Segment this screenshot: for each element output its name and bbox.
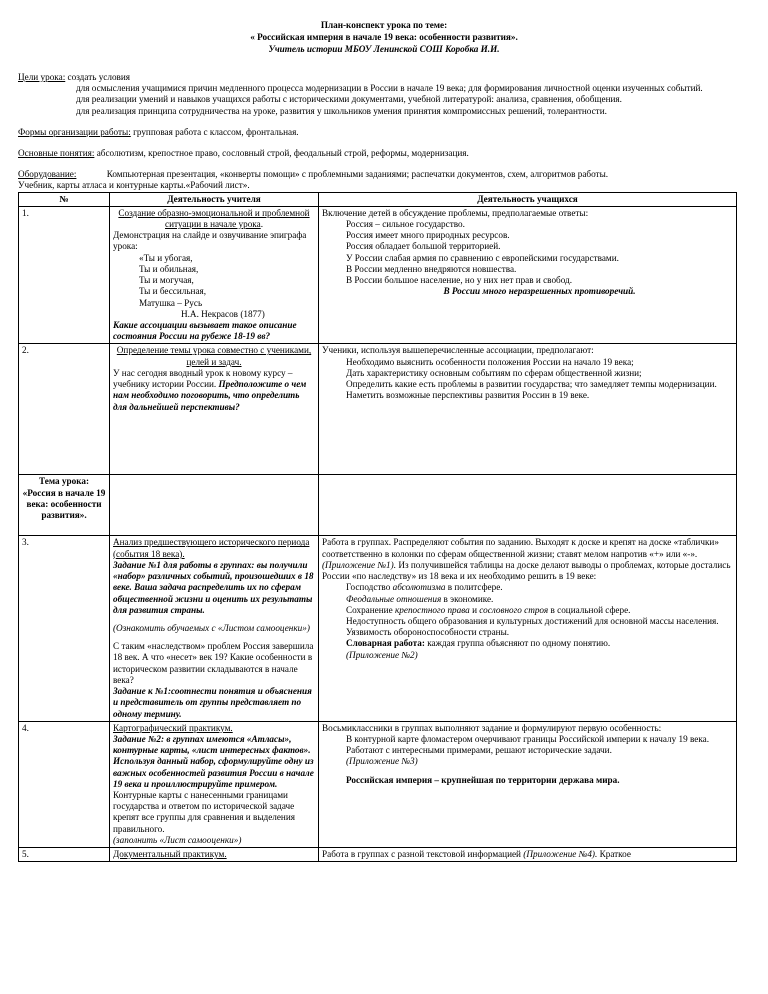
document-header xyxy=(18,20,750,56)
equipment-label: Оборудование: xyxy=(18,169,77,180)
answer-conclusion: В России много неразрешенных противоречий. xyxy=(443,286,636,297)
teacher-text: Контурные карты с нанесенными границами государства и ответом по исторической задаче крепят все группы для сравнения и выделения правильного. xyxy=(113,790,295,834)
forms-label: Формы организации работы: xyxy=(18,126,131,137)
teacher-text: Демонстрация на слайде и озвучивание эпиграфа урока: xyxy=(113,230,307,252)
row-number: 3. xyxy=(19,536,110,721)
table-row xyxy=(19,206,737,344)
concepts-text: абсолютизм, крепостное право, сословный строй, феодальный строй, реформы, модернизация. xyxy=(94,147,469,158)
answer-item: Необходимо выяснить особенности положения России на начало 19 века; xyxy=(346,356,634,367)
row-number: 5. xyxy=(19,848,110,862)
students-cell: Восьмиклассники в группах выполняют задание и формулируют первую особенность: В контурной карте фломастером очерчивают границы Российской империи к началу 19 века. Работают с интересными примерами, решают исторические задачи. (Приложение №3) Российская империя – крупнейшая по территории держава мира. xyxy=(319,721,737,847)
goal-item: для реализации умений и навыков учащихся работы с историческими документами, учебной литературой: анализа, сравнения, обобщения. xyxy=(76,94,622,105)
teacher-note: (Ознакомить обучаемых с «Листом самооценки») xyxy=(113,622,310,633)
answer-item: Определить какие есть проблемы в развитии государства; что замедляет темпы модернизации. xyxy=(346,379,717,390)
answer-conclusion: Российская империя – крупнейшая по территории держава мира. xyxy=(346,774,620,785)
appendix-ref: (Приложение №3) xyxy=(346,756,418,767)
header-author: Учитель истории МБОУ Ленинской СОШ Коробка И.И. xyxy=(268,43,500,54)
answer-item: Россия имеет много природных ресурсов. xyxy=(346,230,510,241)
goal-item: для реализация принципа сотрудничества на уроке, развития у школьников умения принятия компромиссных решений, толерантности. xyxy=(76,105,607,116)
answer-item: Господство абсолютизма в политсфере. xyxy=(346,582,503,593)
forms-text: групповая работа с классом, фронтальная. xyxy=(130,126,299,137)
students-cell: Работа в группах. Распределяют события по заданию. Выходят к доске и крепят на доске «таблички» соответственно в колонки по сферам общественной жизни; ставят мелом напротив «+» или «-». (Приложение №1). Из получившейся таблицы на доске делают выводы о проблемах, которые достались России «по наследству» из 18 века и их необходимо решить в 19 веке: Господство абсолютизма в политсфере. Феодальные отношения в экономике. Сохранение крепостного права и сословного строя в социальной сфере. Недоступность общего образования и культурных достижений для основной массы населения. Уязвимость обороноспособности страны. Словарная работа: каждая группа объясняют по одному понятию. (Приложение №2) xyxy=(319,536,737,721)
teacher-note: (заполнить «Лист самооценки») xyxy=(113,834,242,845)
goals-section xyxy=(18,72,750,117)
row-number: 4. xyxy=(19,721,110,847)
answer-item: Недоступность общего образования и культурных достижений для основной массы населения. xyxy=(346,615,719,626)
teacher-cell xyxy=(110,848,319,862)
teacher-cell: Определение темы урока совместно с учениками, целей и задач. У нас сегодня вводный урок к новому курсу – учебнику истории России. Предположите о чем нам необходимо поговорить, что определить для дальнейшей перспективы? xyxy=(110,344,319,475)
stage-title: Документальный практикум. xyxy=(113,849,227,860)
answer-item: Россия – сильное государство. xyxy=(346,219,465,230)
students-cell: Включение детей в обсуждение проблемы, предполагаемые ответы: Россия – сильное государство. Россия имеет много природных ресурсов. Россия обладает большой территорией. У России слабая армия по сравнению с европейскими государствами. В России медленно внедряются новшества. В России большое население, но у них нет прав и свобод. В России много неразрешенных противоречий. xyxy=(319,206,737,344)
answer-item: В России медленно внедряются новшества. xyxy=(346,263,517,274)
goals-intro: создать условия xyxy=(65,71,131,82)
lesson-table xyxy=(18,192,737,863)
concepts-section xyxy=(18,148,750,159)
answer-item: Наметить возможные перспективы развития Россин в 19 веке. xyxy=(346,390,590,401)
equipment-section xyxy=(18,169,750,191)
table-row xyxy=(19,848,737,862)
students-cell: Работа в группах с разной текстовой информацией (Приложение №4). Краткое xyxy=(319,848,737,862)
stage-title: Анализ предшествующего исторического периода (события 18 века). xyxy=(113,537,310,559)
answer-item: Сохранение крепостного права и сословного строя в социальной сфере. xyxy=(346,604,631,615)
stage-title: Создание образно-эмоциональной и проблемной ситуации в начале урока xyxy=(118,207,310,230)
lesson-plan-page xyxy=(18,20,750,862)
table-row xyxy=(19,344,737,475)
students-cell: Ученики, используя вышеперечисленные ассоциации, предполагают: Необходимо выяснить особенности положения России на начало 19 века; Дать характеристику основным событиям по сферам общественной жизни; Определить какие есть проблемы в развитии государства; что замедляет темпы модернизации. Наметить возможные перспективы развития Россин в 19 веке. xyxy=(319,344,737,475)
concepts-label: Основные понятия: xyxy=(18,147,95,158)
header-topic: « Российская империя в начале 19 века: особенности развития». xyxy=(250,31,518,42)
equipment-text-2: Учебник, карты атласа и контурные карты.«Рабочий лист». xyxy=(18,180,250,191)
task-1: Задание №1 для работы в группах: вы получили «набор» различных событий, произошедших в 18 веке. Ваша задача распределить их по сферам общественной жизни и оценить их результаты для развития страны. xyxy=(113,559,314,615)
header-number: № xyxy=(19,192,110,206)
appendix-ref: (Приложение №2) xyxy=(346,649,418,660)
goal-item: для осмысления учащимися причин медленного процесса модернизации в России в начале 19 века; для формирования личностной оценки изученных событий. xyxy=(76,83,703,94)
table-header-row xyxy=(19,192,737,206)
answer-item: Работают с интересными примерами, решают исторические задачи. xyxy=(346,745,612,756)
table-row xyxy=(19,475,737,536)
equipment-text: Компьютерная презентация, «конверты помощи» с проблемными заданиями; распечатки документов, схем, алгоритмов работы. xyxy=(106,169,609,180)
table-row xyxy=(19,721,737,847)
stage-title: Определение темы урока совместно с учениками, целей и задач. xyxy=(116,345,312,367)
header-teacher: Деятельность учителя xyxy=(110,192,319,206)
stage-title: Картографический практикум. xyxy=(113,722,233,733)
lesson-theme: Тема урока: «Россия в начале 19 века: особенности развития». xyxy=(19,475,110,536)
teacher-cell xyxy=(110,721,319,847)
answer-item: Феодальные отношения в экономике. xyxy=(346,593,494,604)
teacher-text: С таким «наследством» проблем Россия завершила 18 век. А что «несет» век 19? Какие особенности в историческом развитии складываются в начале века? xyxy=(113,641,314,685)
epigraph-poem: «Ты и убогая, Ты и обильная, Ты и могучая, Ты и бессильная, Матушка – Русь Н.А. Некрасов (1877) xyxy=(113,253,315,320)
task-2: Задание №2: в группах имеются «Атласы», контурные карты, «лист интересных фактов». Используя данный набор, сформулируйте одну из важных особенностей развития России в начале 19 века и проиллюстрируйте примером. xyxy=(113,733,314,789)
answer-item: Дать характеристику основным событиям по сферам общественной жизни; xyxy=(346,367,642,378)
row-number: 2. xyxy=(19,344,110,475)
goals-label: Цели урока: xyxy=(18,71,66,82)
answer-item: Уязвимость обороноспособности страны. xyxy=(346,627,510,638)
row-number: 1. xyxy=(19,206,110,344)
answer-item: В контурной карте фломастером очерчивают границы Российской империи к началу 19 века. xyxy=(346,733,710,744)
header-title: План-конспект урока по теме: xyxy=(320,20,448,30)
teacher-cell xyxy=(110,536,319,721)
task-1-extra: Задание к №1:соотнести понятия и объяснения и представитель от группы представляет по одному термину. xyxy=(113,686,312,719)
forms-section xyxy=(18,127,750,138)
header-students: Деятельность учащихся xyxy=(319,192,737,206)
answer-item: У России слабая армия по сравнению с европейскими государствами. xyxy=(346,252,619,263)
teacher-question: Какие ассоциации вызывает такое описание состояния России на рубеже 18-19 вв? xyxy=(113,320,297,342)
teacher-question: Предположите о чем нам необходимо поговорить, что определить для дальнейшей перспективы? xyxy=(113,379,307,412)
teacher-cell: Создание образно-эмоциональной и проблемной ситуации в начале урока. Демонстрация на слайде и озвучивание эпиграфа урока: «Ты и убогая, Ты и обильная, Ты и могучая, Ты и бессильная, Матушка – Русь Н.А. Некрасов (1877) Какие ассоциации вызывает такое описание состояния России на рубеже 18-19 вв? xyxy=(110,206,319,344)
answer-item: Россия обладает большой территорией. xyxy=(346,241,501,252)
epigraph-author: Н.А. Некрасов (1877) xyxy=(181,308,265,319)
table-row xyxy=(19,536,737,721)
answer-item: В России большое население, но у них нет прав и свобод. xyxy=(346,275,573,286)
answer-item: Словарная работа: каждая группа объясняют по одному понятию. xyxy=(346,638,611,649)
